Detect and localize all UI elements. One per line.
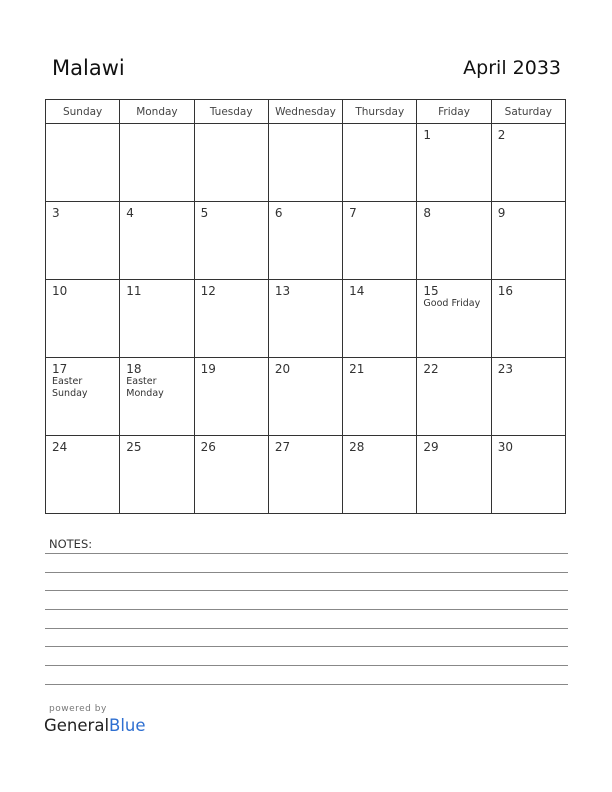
weekday-friday: Friday [417, 100, 491, 124]
day-cell [268, 358, 342, 436]
week-row [46, 436, 566, 514]
day-cell [46, 280, 120, 358]
day-number: 5 [200, 206, 209, 220]
brand-blue: Blue [109, 716, 146, 735]
day-cell [268, 280, 342, 358]
holiday-label: Easter Monday [126, 376, 164, 399]
note-line [45, 590, 568, 591]
calendar-body [46, 124, 566, 514]
month-title: April 2033 [463, 57, 561, 79]
day-number: 16 [497, 284, 513, 298]
day-cell [417, 124, 491, 202]
day-number: 24 [52, 440, 68, 454]
day-number: 2 [497, 128, 506, 142]
day-cell [343, 202, 417, 280]
day-cell [120, 358, 194, 436]
day-number: 14 [349, 284, 365, 298]
day-number: 21 [349, 362, 365, 376]
note-line [45, 684, 568, 685]
day-cell [268, 436, 342, 514]
day-number: 26 [200, 440, 216, 454]
day-cell [491, 358, 565, 436]
note-line [45, 553, 568, 554]
note-line [45, 628, 568, 629]
day-cell [120, 280, 194, 358]
note-line [45, 572, 568, 573]
day-cell [417, 358, 491, 436]
day-number: 19 [200, 362, 216, 376]
day-cell [417, 280, 491, 358]
day-cell [268, 202, 342, 280]
country-title: Malawi [52, 56, 125, 80]
week-row [46, 358, 566, 436]
week-row [46, 280, 566, 358]
day-number: 10 [52, 284, 68, 298]
day-number: 23 [497, 362, 513, 376]
day-cell [343, 280, 417, 358]
generalblue-logo [44, 716, 146, 735]
weekday-thursday: Thursday [343, 100, 417, 124]
day-cell [120, 436, 194, 514]
day-number: 9 [497, 206, 506, 220]
day-cell [194, 124, 268, 202]
powered-by-text: powered by [49, 704, 107, 714]
day-number: 27 [274, 440, 291, 454]
holiday-label: Good Friday [423, 298, 481, 309]
day-cell [194, 202, 268, 280]
day-number: 29 [423, 440, 439, 454]
day-number: 12 [200, 284, 216, 298]
day-cell [46, 436, 120, 514]
day-number: 7 [349, 206, 357, 220]
day-number: 25 [126, 440, 142, 454]
weekday-wednesday: Wednesday [268, 100, 342, 124]
day-cell [194, 436, 268, 514]
week-row [46, 124, 566, 202]
day-cell [491, 124, 565, 202]
day-cell [46, 202, 120, 280]
weekday-monday: Monday [120, 100, 194, 124]
note-line [45, 646, 568, 647]
day-number: 22 [423, 362, 439, 376]
day-cell [491, 436, 565, 514]
day-cell [120, 124, 194, 202]
day-number: 20 [274, 362, 291, 376]
day-cell [46, 358, 120, 436]
day-cell [417, 436, 491, 514]
day-cell [120, 202, 194, 280]
note-line [45, 609, 568, 610]
holiday-label: Easter Sunday [52, 376, 88, 399]
day-cell [343, 358, 417, 436]
weekday-saturday: Saturday [491, 100, 565, 124]
day-cell [268, 124, 342, 202]
day-cell [491, 202, 565, 280]
day-number: 1 [423, 128, 432, 142]
day-number: 4 [126, 206, 134, 220]
day-number: 28 [349, 440, 365, 454]
day-number: 6 [274, 206, 283, 220]
day-number: 17 [52, 362, 68, 376]
note-line [45, 665, 568, 666]
weekday-sunday: Sunday [46, 100, 120, 124]
day-number: 13 [274, 284, 291, 298]
calendar-grid [45, 99, 566, 514]
day-cell [194, 358, 268, 436]
day-cell [46, 124, 120, 202]
week-row [46, 202, 566, 280]
day-cell [343, 436, 417, 514]
day-cell [417, 202, 491, 280]
day-cell [491, 280, 565, 358]
day-number: 8 [423, 206, 432, 220]
day-cell [194, 280, 268, 358]
brand-general: General [44, 716, 110, 735]
day-cell [343, 124, 417, 202]
day-number: 30 [497, 440, 513, 454]
weekday-tuesday: Tuesday [194, 100, 268, 124]
weekday-header-row [46, 100, 566, 124]
day-number: 3 [52, 206, 60, 220]
notes-label: NOTES: [49, 537, 93, 551]
day-number: 18 [126, 362, 142, 376]
day-number: 15 [423, 284, 439, 298]
day-number: 11 [126, 284, 142, 298]
